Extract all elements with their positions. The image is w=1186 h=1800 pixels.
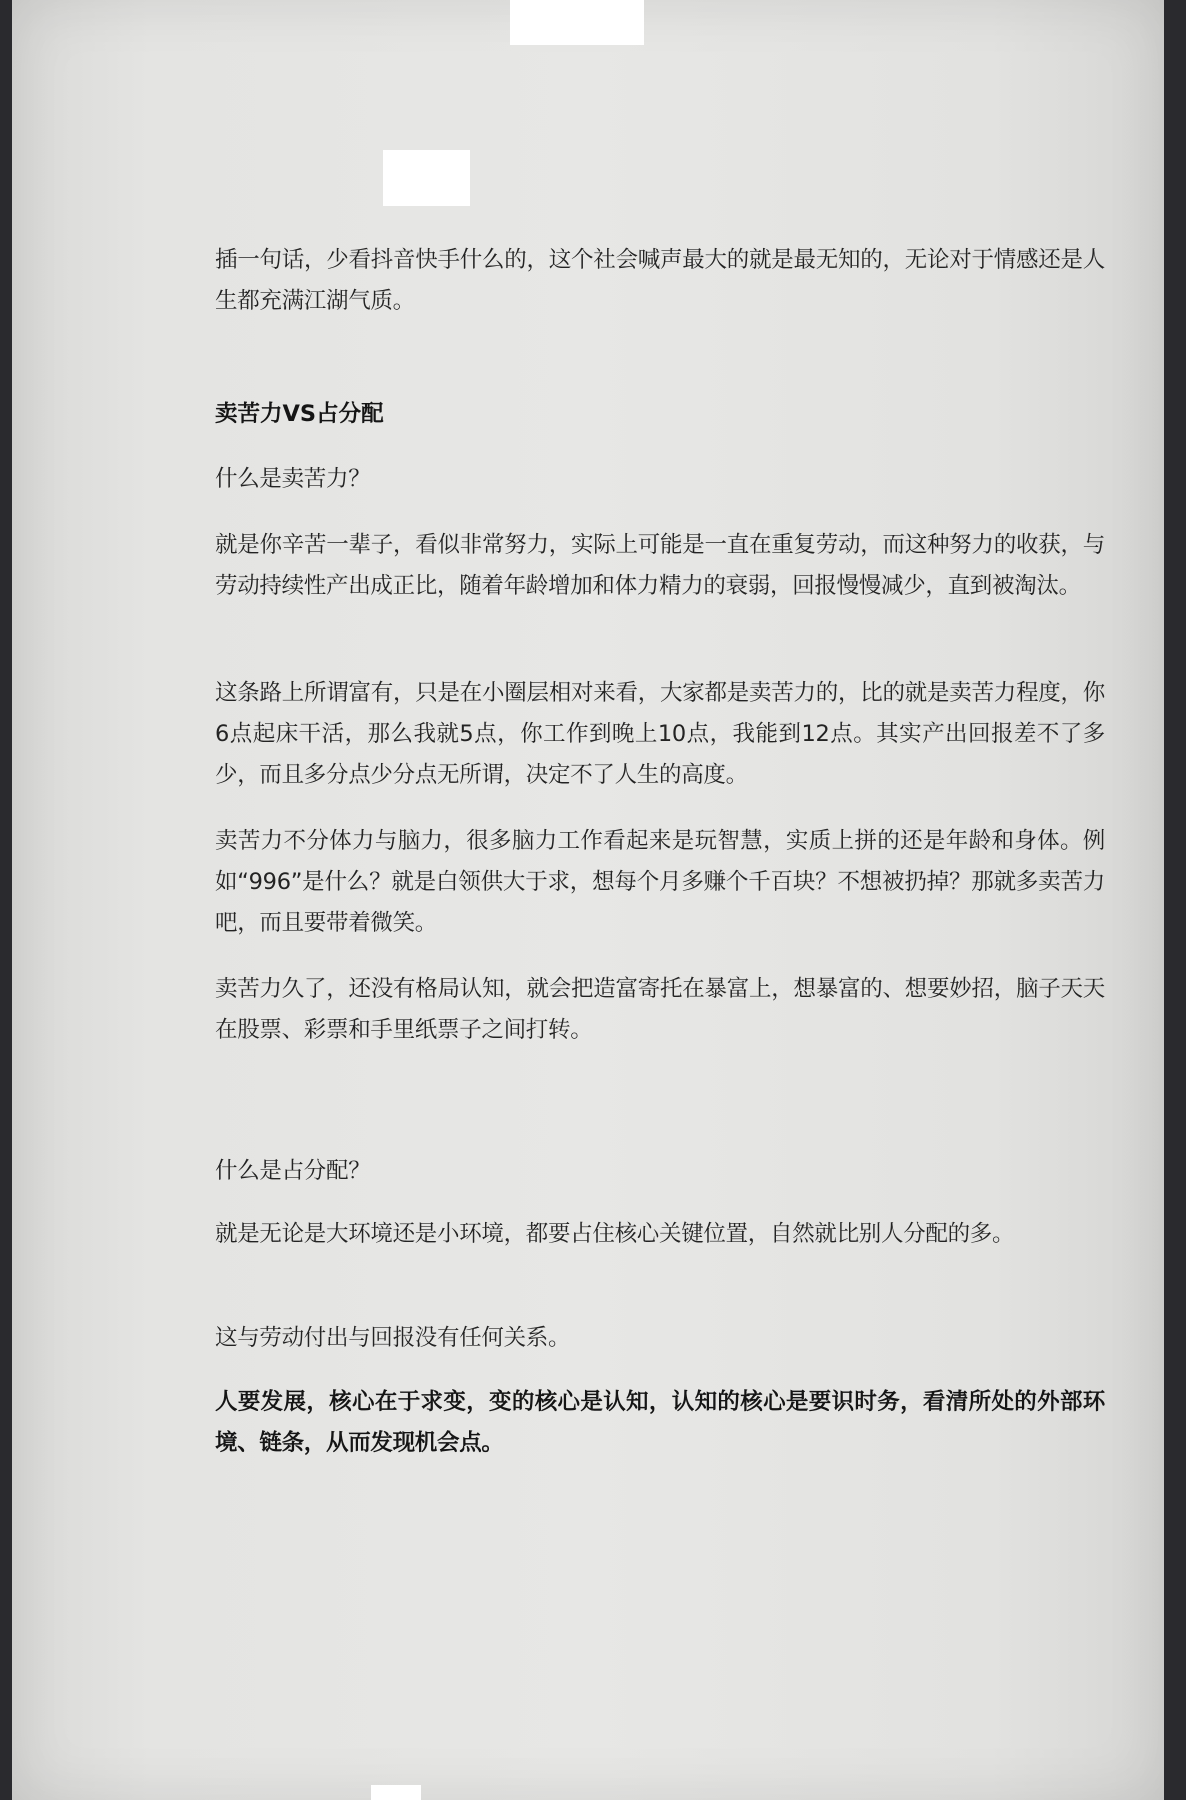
paragraph: 卖苦力不分体力与脑力，很多脑力工作看起来是玩智慧，实质上拼的还是年龄和身体。例如“996”是什么？就是白领供大于求，想每个月多赚个千百块？不想被扔掉？那就多卖苦力吧，而且要带着微笑。 [215,828,1105,936]
section-title: 卖苦力VS占分配 [215,401,384,427]
redaction-block [383,150,470,206]
question-heading: 什么是卖苦力？ [215,466,371,492]
redaction-block [510,0,644,45]
conclusion-paragraph: 人要发展，核心在于求变，变的核心是认知，认知的核心是要识时务，看清所处的外部环境、链条，从而发现机会点。 [215,1389,1105,1456]
intro-paragraph: 插一句话，少看抖音快手什么的，这个社会喊声最大的就是最无知的，无论对于情感还是人生都充满江湖气质。 [215,247,1105,314]
question-heading: 什么是占分配？ [215,1158,371,1184]
document-page [12,0,1164,1800]
paragraph: 就是无论是大环境还是小环境，都要占住核心关键位置，自然就比别人分配的多。 [215,1221,1015,1247]
paragraph: 卖苦力久了，还没有格局认知，就会把造富寄托在暴富上，想暴富的、想要妙招，脑子天天在股票、彩票和手里纸票子之间打转。 [215,976,1105,1043]
paragraph: 就是你辛苦一辈子，看似非常努力，实际上可能是一直在重复劳动，而这种努力的收获，与劳动持续性产出成正比，随着年龄增加和体力精力的衰弱，回报慢慢减少，直到被淘汰。 [215,532,1105,599]
paragraph: 这条路上所谓富有，只是在小圈层相对来看，大家都是卖苦力的，比的就是卖苦力程度，你6点起床干活，那么我就5点，你工作到晚上10点，我能到12点。其实产出回报差不了多少，而且多分点少分点无所谓，决定不了人生的高度。 [215,680,1105,788]
paragraph: 这与劳动付出与回报没有任何关系。 [215,1325,571,1351]
redaction-block [371,1785,421,1800]
